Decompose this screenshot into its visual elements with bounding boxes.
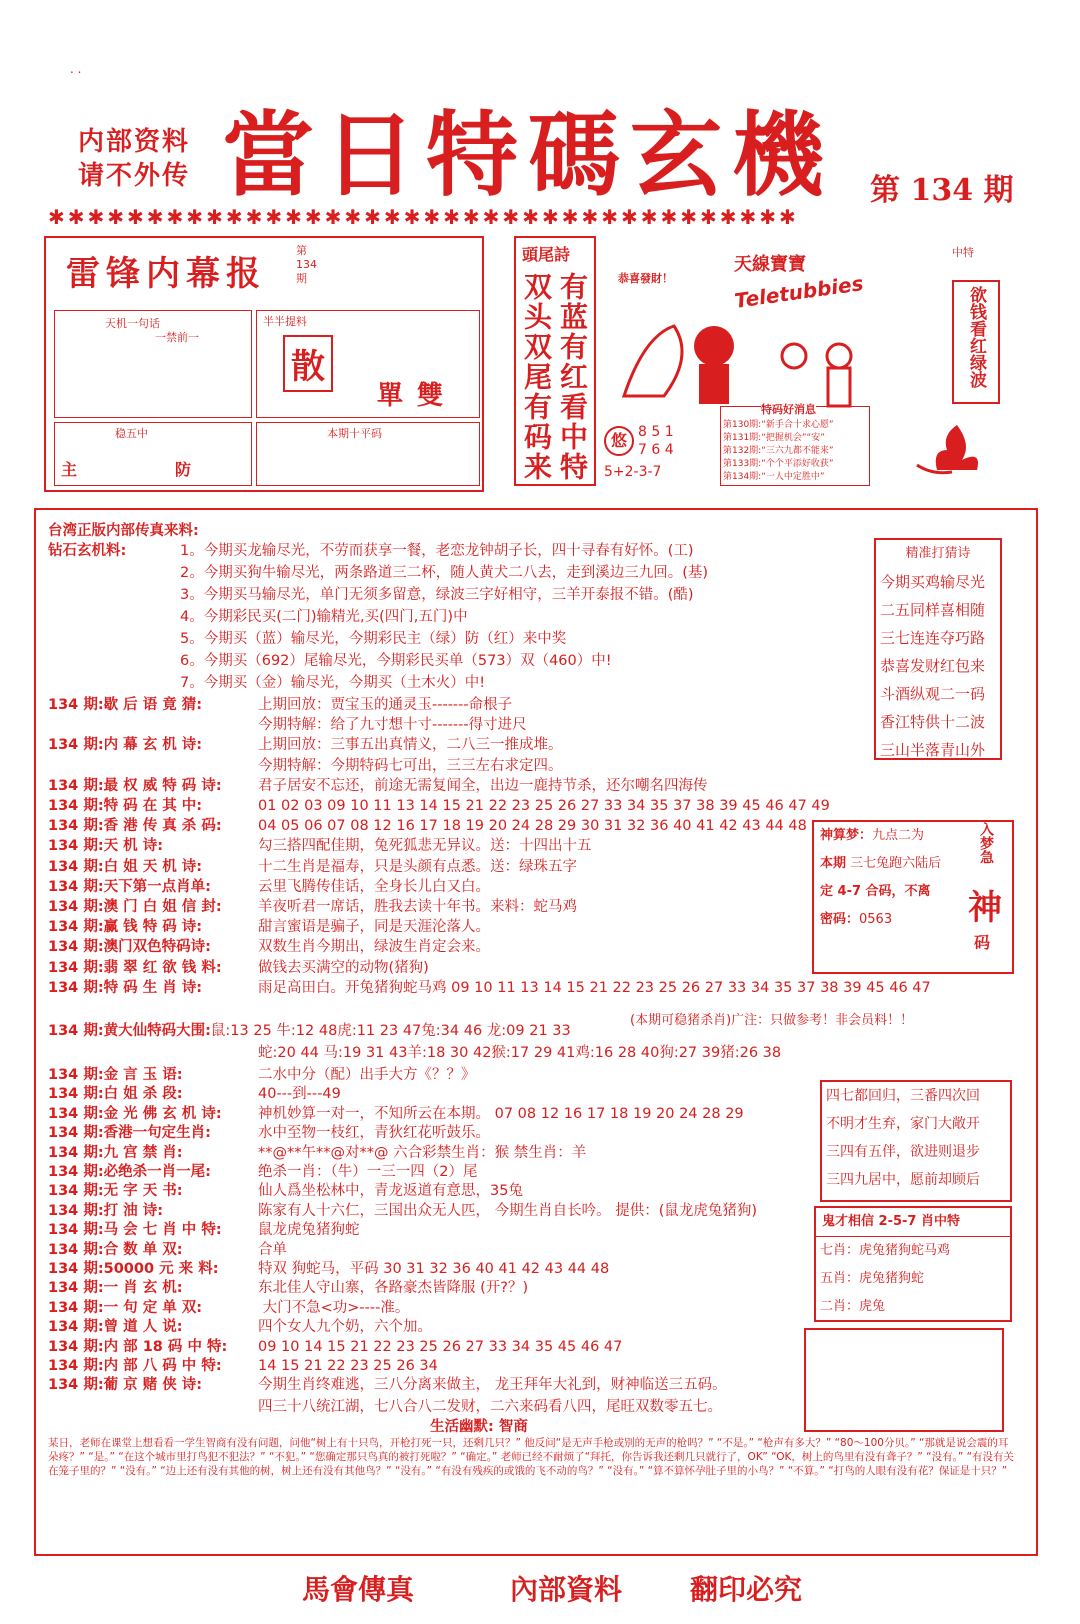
guicai-title: 鬼才相信 2-5-7 肖中特 xyxy=(816,1208,1010,1237)
info-row xyxy=(48,1085,341,1103)
jingzhun-line: 三山半落青山外 xyxy=(880,741,986,759)
diamond-item: 6。今期买（692）尾输尽光，今期彩民买单（573）双（460）中! xyxy=(180,653,612,669)
touwei-title: 頭尾詩 xyxy=(522,245,571,264)
info-row-value: 上期回放：贾宝玉的通灵玉-------命根子 xyxy=(258,697,513,713)
info-row-value: 做钱去买满空的动物(猪狗) xyxy=(258,959,429,976)
info-row-key: 134 期:赢 钱 特 码 诗: xyxy=(48,919,203,936)
jingzhun-line: 斗酒纵观二一码 xyxy=(880,685,986,703)
benqi-label: 本期 xyxy=(820,856,847,871)
info-row xyxy=(48,837,592,855)
info-row-key: 134 期:澳 门 白 姐 信 封: xyxy=(48,899,222,915)
info-row xyxy=(48,716,527,734)
info-row-key: 134 期:曾 道 人 说: xyxy=(48,1319,183,1336)
info-row-value: 大门不急<功>----准。 xyxy=(258,1299,410,1316)
jingzhun-line: 二五同样喜相随 xyxy=(880,601,986,619)
info-row xyxy=(48,1318,432,1336)
fang-label: 防 xyxy=(175,460,192,479)
info-row-key: 134 期:必绝杀一肖一尾: xyxy=(48,1164,211,1180)
info-row xyxy=(48,1066,476,1084)
info-row-key: 134 期:金 言 玉 语: xyxy=(48,1067,183,1083)
info-row xyxy=(48,858,577,876)
jingzhun-box xyxy=(874,538,1002,760)
news-item: 第133期:“个个平添好收获” xyxy=(723,459,834,469)
info-row xyxy=(48,1260,609,1278)
sub-label: 半半提料 xyxy=(263,315,307,328)
info-row xyxy=(48,1299,409,1317)
daxian-line-2: 蛇:20 44 马:19 31 43羊:18 30 42猴:17 29 41鸡:16 28 40狗:27 39猪:26 38 xyxy=(258,1045,782,1061)
info-row-value: 云里飞腾传佳话，全身长儿白又白。 xyxy=(258,878,490,895)
dan-char: 單 xyxy=(377,381,404,411)
jingzhun-line: 三七连连夺巧路 xyxy=(880,629,986,647)
info-row xyxy=(48,1376,727,1394)
leifeng-san-box xyxy=(256,310,480,418)
info-row-key: 134 期:特 码 在 其 中: xyxy=(48,798,203,814)
info-row-key: 134 期:内 部 八 码 中 特: xyxy=(48,1358,222,1374)
diamond-item: 3。今期买马输尽光，单门无须多留意，绿波三字好相守，三羊开泰报不错。(酷) xyxy=(180,587,694,603)
info-row-value: 今期特解：今期特码七可出，三三左右求定四。 xyxy=(258,757,563,774)
touwei-col-2: 双头双尾有码来 xyxy=(520,272,553,482)
news-list xyxy=(720,403,870,486)
jingzhun-line: 今期买鸡输尽光 xyxy=(880,573,986,591)
info-row xyxy=(48,1182,523,1200)
poem-box xyxy=(820,1080,1012,1202)
info-row-key: 134 期:无 字 天 书: xyxy=(48,1183,183,1200)
info-row-key: 134 期:九 宫 禁 肖: xyxy=(48,1144,183,1161)
info-row-value: 09 10 14 15 21 22 23 25 26 27 33 34 35 45 46 47 xyxy=(258,1338,623,1355)
diamond-item: 1。今期买龙输尽光，不劳而获享一餐，老恋龙钟胡子长，四十寻春有好怀。(工) xyxy=(180,543,694,559)
info-row xyxy=(48,898,577,916)
info-row-value: 四个女人九个奶，六个加。 xyxy=(258,1319,432,1336)
info-row xyxy=(48,736,563,754)
dupe-line: 四三十八统江湖，七八合八二发财，二六来码看八四，尾旺双数零五七。 xyxy=(258,1399,722,1415)
footer-fax: 馬會傳真 xyxy=(302,1573,415,1606)
vertical-banner xyxy=(952,280,1000,404)
shensuan-side-3: 码 xyxy=(974,933,991,952)
info-row-value: 二水中分（配）出手大方《？？》 xyxy=(258,1067,476,1083)
touwei-panel xyxy=(514,236,596,486)
guicai-l2: 二肖：虎兔 xyxy=(820,1299,886,1314)
guicai-box xyxy=(814,1206,1012,1322)
header-notice xyxy=(78,125,190,193)
teletubbies-title: 天線寶寶 xyxy=(734,254,806,275)
info-row-value: 01 02 03 09 10 11 13 14 15 21 22 23 25 26 27 33 34 35 37 38 39 45 46 47 49 xyxy=(258,798,830,814)
joke-text: 某日，老师在课堂上想看看一学生智商有没有问题，问他“树上有十只鸟，开枪打死一只，还剩几只？” 他反问“是无声手枪或别的无声的枪吗？” “不是。” “枪声有多大？” “80～100分贝。” “那就是说会震的耳朵疼？” “是。” “在这个城市里打鸟犯不犯法？” “不犯。” “您确定那只鸟真的被打死啦？” “确定。” 老师已经不耐烦了“拜托，你告诉我还剩几只就行了，OK” “OK，树上的鸟里有没有聋子？” “没有。” “有没有关在笼子里的？” “没有。” “边上还有没有其他的树，树上还有没有其他鸟？” “没有。” “有没有残疾的或饿的飞不动的鸟？” “没有。” “算不算怀孕肚子里的小鸟？” “不算。” “打鸟的人眼有没有花？保证是十只？” xyxy=(48,1437,1015,1477)
news-item: 第132期:“三六九都不能来” xyxy=(723,446,834,456)
info-row-value: **@**午**@对**@ 六合彩禁生肖：猴 禁生肖：羊 xyxy=(258,1144,587,1161)
info-row-key: 134 期:合 数 单 双: xyxy=(48,1241,183,1258)
leifeng-tianji-box xyxy=(54,310,252,418)
kid-label: 恭喜發財！ xyxy=(618,272,673,285)
info-row xyxy=(48,1124,490,1142)
info-row-key: 134 期:50000 元 来 料: xyxy=(48,1261,219,1277)
issue-number: 第 134 期 xyxy=(870,173,1014,208)
tianji-label: 天机一句话 xyxy=(105,317,160,330)
info-row-value: 仙人爲坐松林中，青龙返道有意思，35兔 xyxy=(258,1183,523,1200)
info-row xyxy=(48,959,429,977)
info-row-value: 君子居安不忘还，前途无需复闻全，出边一鹿持节杀，还尔嘲名四海传 xyxy=(258,777,708,794)
news-title: 特码好消息 xyxy=(761,403,816,416)
info-row-key: 134 期:葡 京 赌 侠 诗: xyxy=(48,1377,203,1394)
info-row-key: 134 期:香 港 传 真 杀 码: xyxy=(48,818,222,835)
nums-row-2: 7 6 4 xyxy=(638,442,674,458)
info-row-key: 134 期:天 机 诗: xyxy=(48,838,164,855)
info-row-key: 134 期:歇 后 语 竟 猜: xyxy=(48,697,203,713)
info-row-value: 40---到---49 xyxy=(258,1086,341,1103)
poem-line: 四七都回归，三番四次回 xyxy=(826,1088,980,1104)
tianji-text: 一禁前一 xyxy=(155,331,199,344)
info-row xyxy=(48,1279,528,1297)
news-item: 第131期:“把握机会”“安” xyxy=(723,433,825,443)
info-row xyxy=(48,1144,586,1162)
info-row xyxy=(48,1163,477,1181)
info-row xyxy=(48,1241,287,1259)
info-row-value: 神机妙算一对一，不知所云在本期。 07 08 12 16 17 18 19 20 24 28 29 xyxy=(258,1105,744,1122)
zhu-label: 主 xyxy=(61,460,78,479)
shuang-char: 雙 xyxy=(417,381,444,411)
info-row xyxy=(48,938,490,956)
info-row-value: 羊夜听君一席话，胜我去读十年书。来料：蛇马鸡 xyxy=(258,899,577,915)
info-row xyxy=(48,878,490,896)
info-row-key: 134 期:香港一句定生肖: xyxy=(48,1125,211,1142)
flame-icon xyxy=(912,420,1002,480)
info-row-key: 134 期:特 码 生 肖 诗: xyxy=(48,979,203,996)
info-row-value: 十二生肖是福寿，只是头颜有点悉。送：绿珠五字 xyxy=(258,858,577,875)
info-row-value: 今期特解：给了九寸想十寸-------得寸进尺 xyxy=(258,717,527,734)
info-row xyxy=(48,1338,622,1356)
info-row-key: 134 期:一 句 定 单 双: xyxy=(48,1299,203,1316)
info-row-value: 绝杀一肖：（牛）一三一四（2）尾 xyxy=(258,1164,478,1180)
info-row xyxy=(48,817,807,835)
nums-row-1: 8 5 1 xyxy=(638,424,674,440)
shuishi-label: 稳五中 xyxy=(115,427,148,440)
poem-line: 三四九居中，愿前却顾后 xyxy=(826,1172,980,1188)
benqi-text: 三七兔跑六陆后 xyxy=(850,856,942,871)
mima-value: 0563 xyxy=(859,912,893,927)
small-label: 中特 xyxy=(952,246,974,259)
info-row-value: 勾三搭四配佳期，兔死狐悲无异议。送：十四出十五 xyxy=(258,838,592,855)
life-label: 生活幽默: 智商 xyxy=(430,1419,528,1435)
diamond-label: 钻石玄机料: xyxy=(48,543,127,559)
news-item: 第134期:“一人中定胜中” xyxy=(723,472,825,482)
source-title: 台湾正版内部传真来料: xyxy=(48,523,199,539)
info-row-value: 合单 xyxy=(258,1241,287,1258)
diamond-item: 2。今期买狗牛输尽光，两条路道三二杯，随人黄犬二八去，走到溪边三九回。(基) xyxy=(180,565,709,581)
info-row-value: 上期回放：三事五出真情义，二八三一推成堆。 xyxy=(258,737,563,754)
info-row xyxy=(48,1357,438,1375)
shensuan-side-1: 入梦急 xyxy=(978,822,994,864)
poem-line: 三四有五伴，欲进则退步 xyxy=(826,1144,980,1160)
leifeng-bottom-box xyxy=(54,422,252,486)
info-row xyxy=(48,757,563,775)
info-row-key: 134 期:白 姐 天 机 诗: xyxy=(48,858,203,875)
info-row-key: 134 期:澳门双色特码诗: xyxy=(48,939,211,956)
footer-copyright: 翻印必究 xyxy=(690,1573,803,1606)
leifeng-panel xyxy=(44,236,484,492)
info-row xyxy=(48,696,512,714)
info-row xyxy=(48,797,830,815)
info-row-value: 鼠龙虎兔猪狗蛇 xyxy=(258,1222,360,1239)
jingzhun-line: 香江特供十二波 xyxy=(880,713,986,731)
shensuan-text: 九点二为 xyxy=(872,828,925,843)
info-row xyxy=(48,1221,360,1239)
formula: 5+2-3-7 xyxy=(604,464,662,480)
info-row xyxy=(48,979,931,997)
vertical-text: 欲钱看红绿波 xyxy=(966,286,986,388)
shensuan-l3: 定 4-7 合码，不离 xyxy=(820,884,931,899)
notice-line-2: 请不外传 xyxy=(78,161,191,191)
info-row-key: 134 期:白 姐 杀 段: xyxy=(48,1086,183,1103)
info-row xyxy=(48,918,490,936)
daxian-note: (本期可稳猪杀肖)广注：只做参考！非会员料！！ xyxy=(630,1013,914,1028)
san-char: 散 xyxy=(283,335,333,392)
mima-label: 密码： xyxy=(820,912,860,927)
info-row-value: 特双 狗蛇马，平码 30 31 32 36 40 41 42 43 44 48 xyxy=(258,1261,610,1277)
guicai-l5: 五肖：虎兔猪狗蛇 xyxy=(820,1271,925,1286)
info-row xyxy=(48,1105,744,1123)
info-row-key: 134 期:最 权 威 特 码 诗: xyxy=(48,777,222,794)
footer-internal: 內部資料 xyxy=(510,1573,623,1606)
leifeng-issue: 第 134 期 xyxy=(296,244,317,285)
info-row-key: 134 期:打 油 诗: xyxy=(48,1202,164,1219)
diamond-item: 7。今期买（金）输尽光，今期买（土木火）中! xyxy=(180,675,486,691)
teletubbies-illustration xyxy=(604,296,904,416)
guicai-l7: 七肖：虎兔猪狗蛇马鸡 xyxy=(820,1243,951,1258)
info-row-key: 134 期:翡 翠 红 欲 钱 料: xyxy=(48,959,222,976)
info-row-key: 134 期:马 会 七 肖 中 特: xyxy=(48,1222,222,1239)
info-row-key: 134 期:内 部 18 码 中 特: xyxy=(48,1338,228,1355)
info-row-value: 陈家有人十六仁，三国出众无人匹， 今期生肖自长吟。 提供：(鼠龙虎兔猪狗) xyxy=(258,1202,758,1219)
page-title: 當日特碼玄機 xyxy=(222,101,835,209)
teletubbies-brand: Teletubbies xyxy=(732,271,865,313)
daxian-label: 134 期:黄大仙特码大围:鼠:13 25 牛:12 48虎:11 23 47兔:34 46 龙:09 21 33 xyxy=(48,1023,571,1039)
info-row-value: 今期生肖终难逃，三八分离来做主， 龙王拜年大礼到，财神临送三五码。 xyxy=(258,1377,727,1394)
circle-char: 悠 xyxy=(604,426,634,456)
info-row-key: 134 期:金 光 佛 玄 机 诗: xyxy=(48,1105,222,1122)
info-row-value: 雨足高田白。开兔猪狗蛇马鸡 09 10 11 13 14 15 21 22 23 25 26 27 33 34 35 37 38 39 45 46 47 xyxy=(258,979,931,996)
leifeng-ten-box xyxy=(256,422,480,486)
diamond-item: 4。今期彩民买(二门)输精光,买(四门,五门)中 xyxy=(180,609,468,625)
poem-line: 不明才生弃，家门大敞开 xyxy=(826,1116,980,1132)
shensuan-label: 神算梦： xyxy=(820,828,873,843)
ten-label: 本期十平码 xyxy=(327,427,382,440)
notice-line-1: 内部资料 xyxy=(78,127,191,157)
corner-dots: . . xyxy=(70,62,82,76)
info-row-key: 134 期:天下第一点肖单: xyxy=(48,878,211,895)
info-row-value: 水中至物一枝红，青狄红花听鼓乐。 xyxy=(258,1125,490,1142)
info-row-value: 甜言蜜语是骗子，同是天涯沦落人。 xyxy=(258,919,490,936)
news-item: 第130期:“新手合十求心愿” xyxy=(723,420,834,430)
info-row-key: 134 期:内 幕 玄 机 诗: xyxy=(48,737,203,754)
info-row-key: 134 期:一 肖 玄 机: xyxy=(48,1280,183,1297)
info-row xyxy=(48,777,708,795)
info-row-value: 04 05 06 07 08 12 16 17 18 19 20 24 28 29 30 31 32 36 40 41 42 43 44 48 xyxy=(258,818,807,835)
info-row-value: 东北佳人守山寨，各路豪杰皆降服 (开?？) xyxy=(258,1280,529,1297)
jingzhun-title: 精准打猜诗 xyxy=(905,546,971,561)
info-row xyxy=(48,1202,757,1220)
diamond-item: 5。今期买（蓝）输尽光，今期彩民主（绿）防（红）来中奖 xyxy=(180,631,567,647)
jingzhun-line: 恭喜发财红包来 xyxy=(880,657,986,675)
star-divider: ✱✱✱✱✱✱✱✱✱✱✱✱✱✱✱✱✱✱✱✱✱✱✱✱✱✱✱✱✱✱✱✱✱✱✱✱✱✱ xyxy=(48,205,799,229)
shensuan-side-2: 神 xyxy=(968,888,1002,928)
info-row-value: 14 15 21 22 23 25 26 34 xyxy=(258,1358,438,1374)
leifeng-title: 雷锋内幕报 xyxy=(66,254,266,294)
info-row-value: 双数生肖今期出，绿波生肖定会来。 xyxy=(258,939,490,956)
teletubbies-panel xyxy=(604,236,904,486)
touwei-col-1: 有蓝有红看中特 xyxy=(556,272,589,482)
empty-box xyxy=(804,1328,1004,1432)
